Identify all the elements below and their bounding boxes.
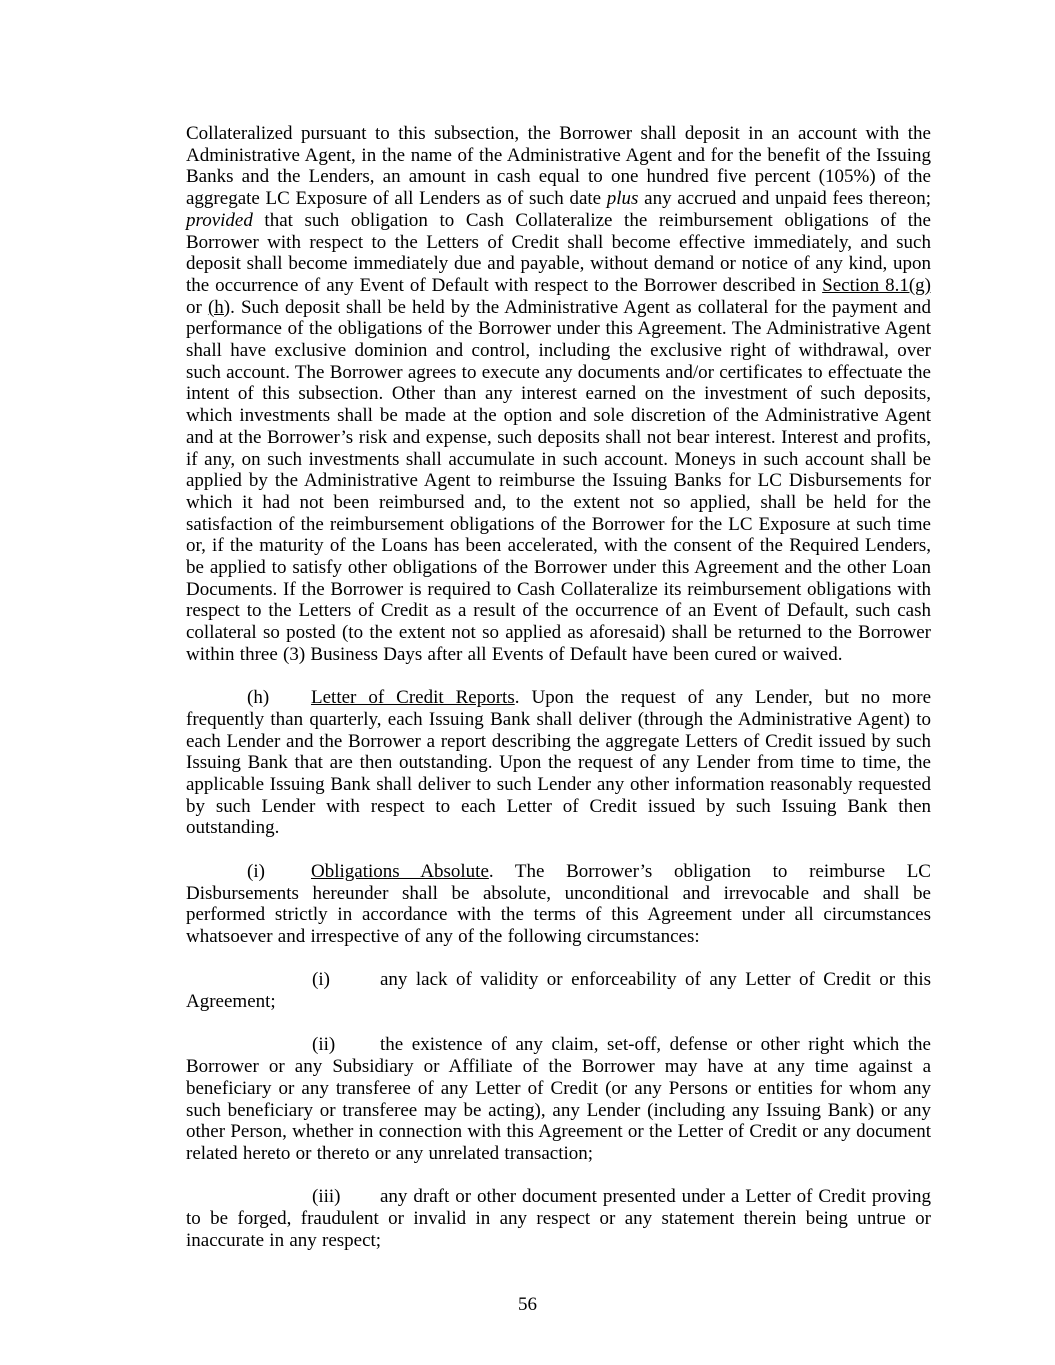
text-run: . The Borrower’s obligation to reimburse LC Disbursements hereunder shall be absolute, unconditional and irrevocable and shall be performed strictly in accordance with the terms of this Agreement under all circumstances whatsoever and irrespective of any of the following circumstances: xyxy=(186,860,931,947)
page-number: 56 xyxy=(518,1294,537,1315)
clause-label: (h) xyxy=(247,687,270,709)
paragraph-cash-collateral-continuation xyxy=(186,123,931,666)
text-run: (h) xyxy=(207,296,231,318)
text-run: any accrued and unpaid fees thereon; xyxy=(638,188,931,210)
subclause-iii xyxy=(186,1186,931,1251)
paragraph-h-letter-of-credit-reports xyxy=(186,687,931,839)
subclause-i xyxy=(186,969,931,1012)
clause-label: (i) xyxy=(247,860,265,882)
text-run: Obligations Absolute xyxy=(311,860,489,882)
text-run: . Upon the request of any Lender, but no more frequently than quarterly, each Issuing Bank shall deliver (through the Administrative Agent) to each Lender and the Borrower a report describing the aggregate Letters of Credit issued by such Issuing Bank that are then outstanding. Upon the request of any Lender from time to time, the applicable Issuing Bank shall deliver to such Lender any other information reasonably requested by such Lender with respect to each Letter of Credit issued by such Issuing Bank then outstanding. xyxy=(186,687,931,839)
text-run: provided xyxy=(186,209,253,231)
document-body xyxy=(186,123,931,1251)
paragraph-i-obligations-absolute xyxy=(186,861,931,948)
text-run: . Such deposit shall be held by the Administrative Agent as collateral for the payment and performance of the obligations of the Borrower under this Agreement. The Administrative Agent shall have exclusive dominion and control, including the exclusive right of withdrawal, over such account. The Borrower agrees to execute any documents and/or certificates to effectuate the intent of this subsection. Other than any interest earned on the investment of such deposits, which investments shall be made at the option and sole discretion of the Administrative Agent and at the Borrower’s risk and expense, such deposits shall not bear interest. Interest and profits, if any, on such investments shall accumulate in such account. Moneys in such account shall be applied by the Administrative Agent to reimburse the Issuing Banks for LC Disbursements for which it had not been reimbursed and, to the extent not so applied, shall be held for the satisfaction of the reimbursement obligations of the Borrower for the LC Exposure at such time or, if the maturity of the Loans has been accelerated, with the consent of the Required Lenders, be applied to satisfy other obligations of the Borrower under this Agreement and the other Loan Documents. If the Borrower is required to Cash Collateralize its reimbursement obligations with respect to the Letters of Credit as a result of the occurrence of an Event of Default, such cash collateral so posted (to the extent not so applied as aforesaid) shall be returned to the Borrower within three (3) Business Days after all Events of Default have been cured or waived. xyxy=(186,296,932,665)
text-run: Section 8.1(g) xyxy=(822,274,931,296)
clause-label: (iii) xyxy=(312,1186,341,1208)
subclause-ii xyxy=(186,1034,931,1164)
text-run: Collateralized pursuant to this subsection, the Borrower shall deposit in an account with the Administrative Agent, in the name of the Administrative Agent and for the benefit of the Issuing Banks and the Lenders, an amount in cash equal to one hundred five percent (105%) of the aggregate LC Exposure of all Lenders as of such date xyxy=(186,123,931,210)
text-run: that such obligation to Cash Collateralize the reimbursement obligations of the Borrower with respect to the Letters of Credit shall become effective immediately, and such deposit shall become immediately due and payable, without demand or notice of any kind, upon the occurrence of any Event of Default with respect to the Borrower described in xyxy=(186,209,931,296)
text-run: any lack of validity or enforceability of any Letter of Credit or this Agreement; xyxy=(186,969,931,1013)
text-run: the existence of any claim, set-off, defense or other right which the Borrower or any Subsidiary or Affiliate of the Borrower may have at any time against a beneficiary or any transferee of any Letter of Credit (or any Persons or entities for whom any such beneficiary or transferee may be acting), any Lender (including any Issuing Bank) or any other Person, whether in connection with this Agreement or the Letter of Credit or any document related hereto or thereto or any unrelated transaction; xyxy=(186,1034,931,1164)
clause-label: (i) xyxy=(312,969,330,991)
clause-label: (ii) xyxy=(312,1034,336,1056)
text-run: or xyxy=(186,296,208,318)
text-run: any draft or other document presented under a Letter of Credit proving to be forged, fraudulent or invalid in any respect or any statement therein being untrue or inaccurate in any respect; xyxy=(186,1186,931,1251)
text-run: plus xyxy=(606,188,639,210)
text-run: Letter of Credit Reports xyxy=(311,687,515,709)
